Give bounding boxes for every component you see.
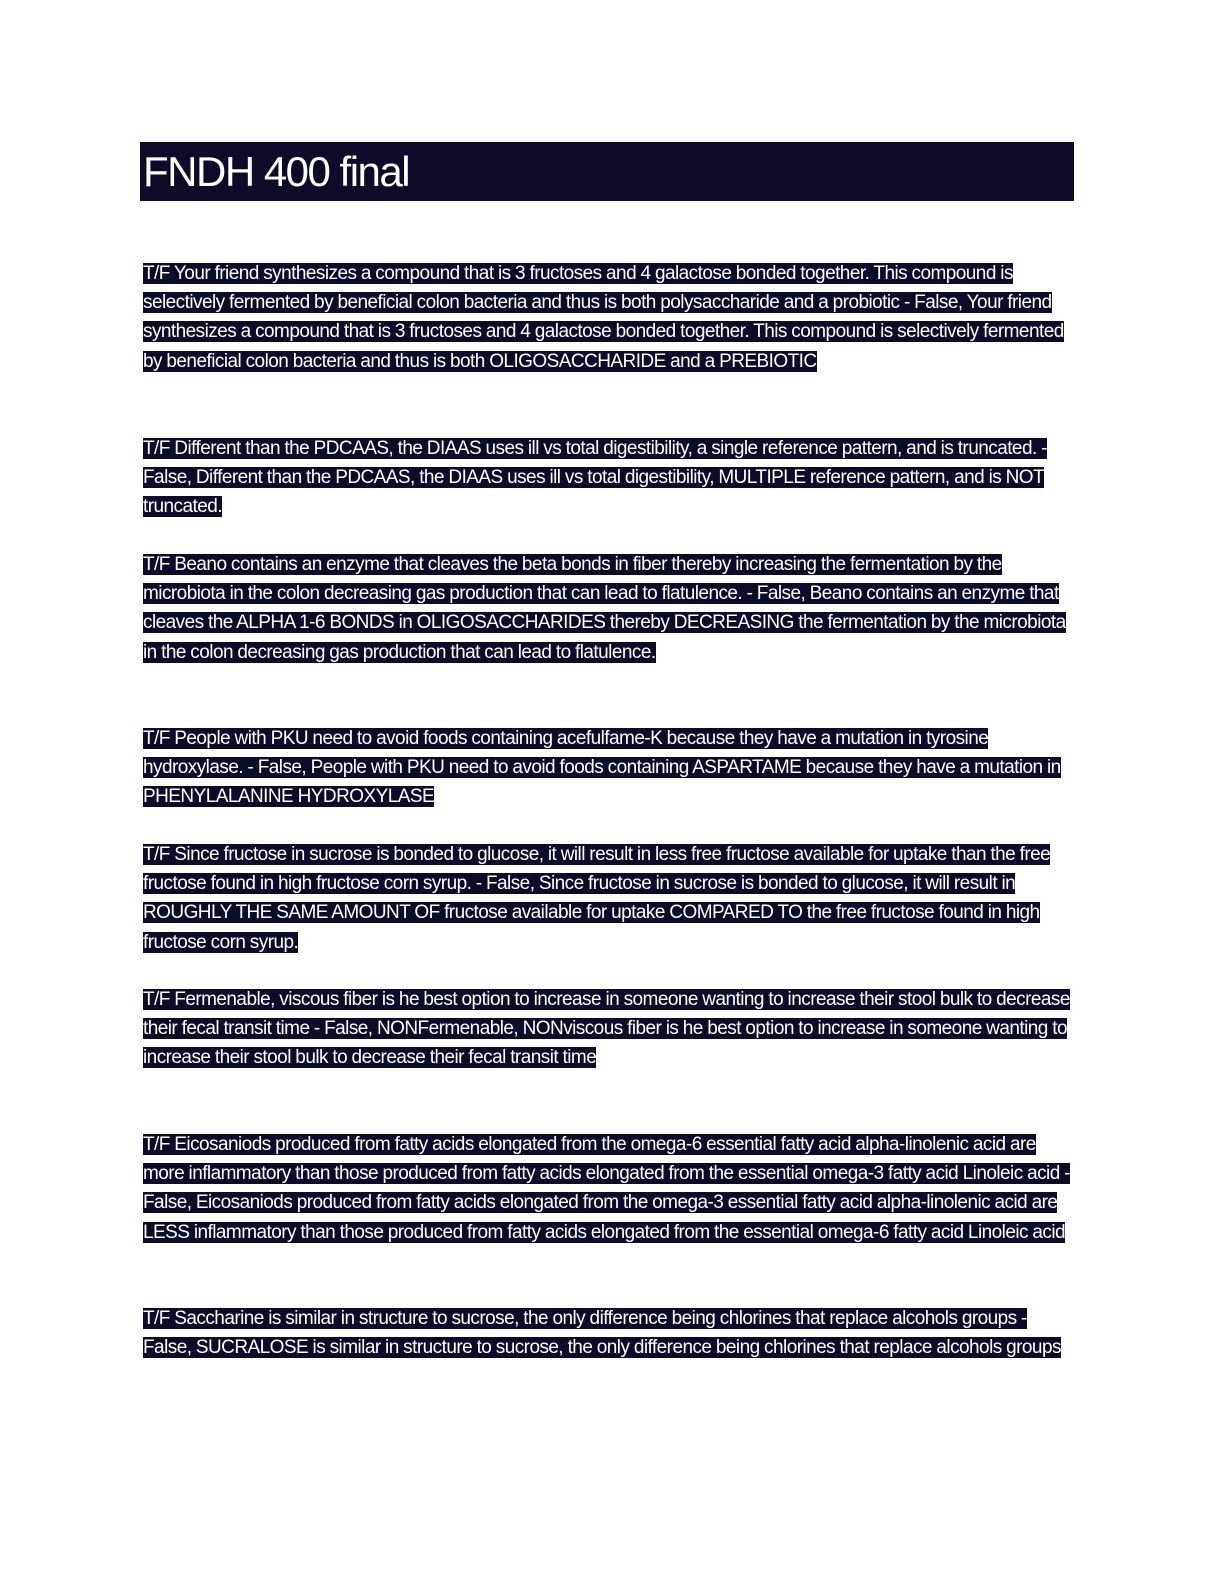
question-answer-text: T/F Since fructose in sucrose is bonded to glucose, it will result in less free fructose available for uptake than the free fructose found in high fructose corn syrup. - False, Since fructose in sucrose is bonded to glucose, it will result in ROUGHLY THE SAME AMOUNT OF fructose available for uptake COMPARED TO the free fructose found in high fructose corn syrup. xyxy=(143,844,1051,953)
question-answer-text: T/F Saccharine is similar in structure to sucrose, the only difference being chlorines that replace alcohols groups - False, SUCRALOSE is similar in structure to sucrose, the only difference being chlorines that replace alcohols groups xyxy=(143,1308,1061,1359)
question-answer-text: T/F Eicosaniods produced from fatty acids elongated from the omega-6 essential fatty acid alpha-linolenic acid are more inflammatory than those produced from fatty acids elongated from the essential omega-3 fatty acid Linoleic acid - False, Eicosaniods produced from fatty acids elongated from the omega-3 essential fatty acid alpha-linolenic acid are LESS inflammatory than those produced from fatty acids elongated from the essential omega-6 fatty acid Linoleic acid xyxy=(143,1134,1070,1243)
question-answer-7 xyxy=(143,1130,1073,1247)
question-answer-8 xyxy=(143,1304,1073,1362)
question-answer-6 xyxy=(143,985,1073,1073)
question-answer-text: T/F Beano contains an enzyme that cleaves the beta bonds in fiber thereby increasing the fermentation by the microbiota in the colon decreasing gas production that can lead to flatulence. - False, Beano contains an enzyme that cleaves the ALPHA 1-6 BONDS in OLIGOSACCHARIDES thereby DECREASING the fermentation by the microbiota in the colon decreasing gas production that can lead to flatulence. xyxy=(143,554,1066,663)
page-title: FNDH 400 final xyxy=(143,148,410,195)
question-answer-text: T/F Different than the PDCAAS, the DIAAS uses ill vs total digestibility, a single reference pattern, and is truncated. - False, Different than the PDCAAS, the DIAAS uses ill vs total digestibility, MULTIPLE reference pattern, and is NOT truncated. xyxy=(143,438,1047,518)
question-answer-text: T/F People with PKU need to avoid foods containing acefulfame-K because they have a mutation in tyrosine hydroxylase. - False, People with PKU need to avoid foods containing ASPARTAME because they have a mutation in PHENYLALANINE HYDROXYLASE xyxy=(143,728,1061,808)
question-answer-3 xyxy=(143,550,1073,667)
question-answer-1 xyxy=(143,259,1073,376)
question-answer-text: T/F Fermenable, viscous fiber is he best option to increase in someone wanting to increase their stool bulk to decrease their fecal transit time - False, NONFermenable, NONviscous fiber is he best option to increase in someone wanting to increase their stool bulk to decrease their fecal transit time xyxy=(143,989,1070,1069)
question-answer-2 xyxy=(143,434,1073,522)
question-answer-4 xyxy=(143,724,1073,812)
question-answer-text: T/F Your friend synthesizes a compound that is 3 fructoses and 4 galactose bonded together. This compound is selectively fermented by beneficial colon bacteria and thus is both polysaccharide and a probiotic - False, Your friend synthesizes a compound that is 3 fructoses and 4 galactose bonded together. This compound is selectively fermented by beneficial colon bacteria and thus is both OLIGOSACCHARIDE and a PREBIOTIC xyxy=(143,263,1064,372)
title-banner xyxy=(140,142,1074,201)
question-answer-5 xyxy=(143,840,1073,957)
